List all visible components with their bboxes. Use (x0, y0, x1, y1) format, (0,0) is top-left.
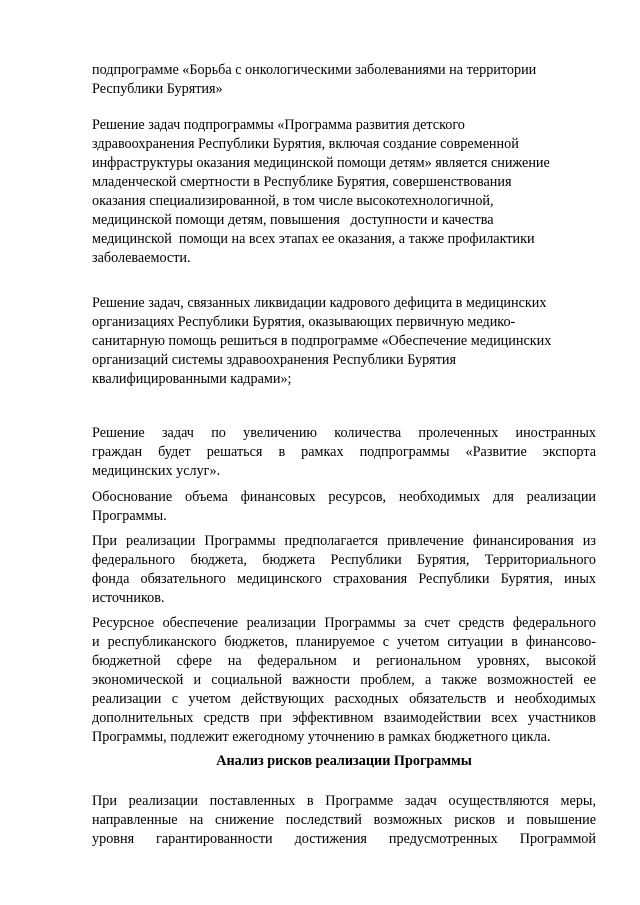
text-line: Программы. (92, 508, 167, 524)
text-line: Обоснование объема финансовых ресурсов, необходимых для реализации (92, 489, 596, 505)
text-line: и республиканского бюджетов, планируемое с учетом ситуации в финансово- (92, 634, 596, 650)
text-line: направленные на снижение последствий возможных рисков и повышение (92, 812, 596, 828)
text-line: Решение задач, связанных ликвидации кадрового дефицита в медицинских (92, 295, 547, 311)
text-line: санитарную помощь решиться в подпрограмме «Обеспечение медицинских (92, 333, 552, 349)
text-line: медицинских услуг». (92, 463, 221, 479)
text-line: источников. (92, 590, 165, 606)
text-line: организаций системы здравоохранения Республики Бурятия (92, 352, 457, 368)
paragraph-financing-sources (92, 532, 596, 608)
paragraph-child-healthcare (92, 116, 596, 268)
paragraph-staffing (92, 294, 596, 389)
text-line: младенческой смертности в Республике Бурятия, совершенствования (92, 174, 512, 190)
text-line: экономической и социальной важности проблем, а также возможностей ее (92, 672, 596, 688)
text-line: уровня гарантированности достижения предусмотренных Программой (92, 831, 596, 847)
text-line: квалифицированными кадрами»; (92, 371, 292, 387)
text-line: оказания специализированной, в том числе высокотехнологичной, (92, 193, 494, 209)
text-line: Ресурсное обеспечение реализации Программы за счет средств федерального (92, 615, 596, 631)
text-line: федерального бюджета, бюджета Республики Бурятия, Территориального (92, 552, 596, 568)
paragraph-risk-measures (92, 792, 596, 849)
paragraph-medical-export (92, 424, 596, 481)
paragraph-oncology-end (92, 61, 596, 99)
text-line: заболеваемости. (92, 250, 191, 266)
text-line: При реализации поставленных в Программе задач осуществляются меры, (92, 793, 596, 809)
paragraph-resource-provision (92, 614, 596, 747)
text-line: дополнительных средств при эффективном взаимодействии всех участников (92, 710, 596, 726)
text-line: Программы, подлежит ежегодному уточнению в рамках бюджетного цикла. (92, 729, 551, 745)
text-line: бюджетной сфере на федеральном и региональном уровнях, высокой (92, 653, 596, 669)
text-line: медицинской помощи на всех этапах ее оказания, а также профилактики (92, 231, 535, 247)
text-line: инфраструктуры оказания медицинской помощи детям» является снижение (92, 155, 550, 171)
text-line: медицинской помощи детям, повышения доступности и качества (92, 212, 494, 228)
text-line: фонда обязательного медицинского страхования Республики Бурятия, иных (92, 571, 596, 587)
section-heading: Анализ рисков реализации Программы (216, 753, 472, 769)
text-line: реализации с учетом действующих расходных обязательств и необходимых (92, 691, 596, 707)
text-line: Решение задач по увеличению количества пролеченных иностранных (92, 425, 596, 441)
text-line: Республики Бурятия» (92, 81, 223, 97)
text-line: организациях Республики Бурятия, оказывающих первичную медико- (92, 314, 516, 330)
text-line: здравоохранения Республики Бурятия, включая создание современной (92, 136, 519, 152)
text-line: подпрограмме «Борьба с онкологическими заболеваниями на территории (92, 62, 537, 78)
text-line: Решение задач подпрограммы «Программа развития детского (92, 117, 465, 133)
paragraph-financing-rationale (92, 488, 596, 526)
text-line: граждан будет решаться в рамках подпрограммы «Развитие экспорта (92, 444, 596, 460)
text-line: При реализации Программы предполагается привлечение финансирования из (92, 533, 596, 549)
